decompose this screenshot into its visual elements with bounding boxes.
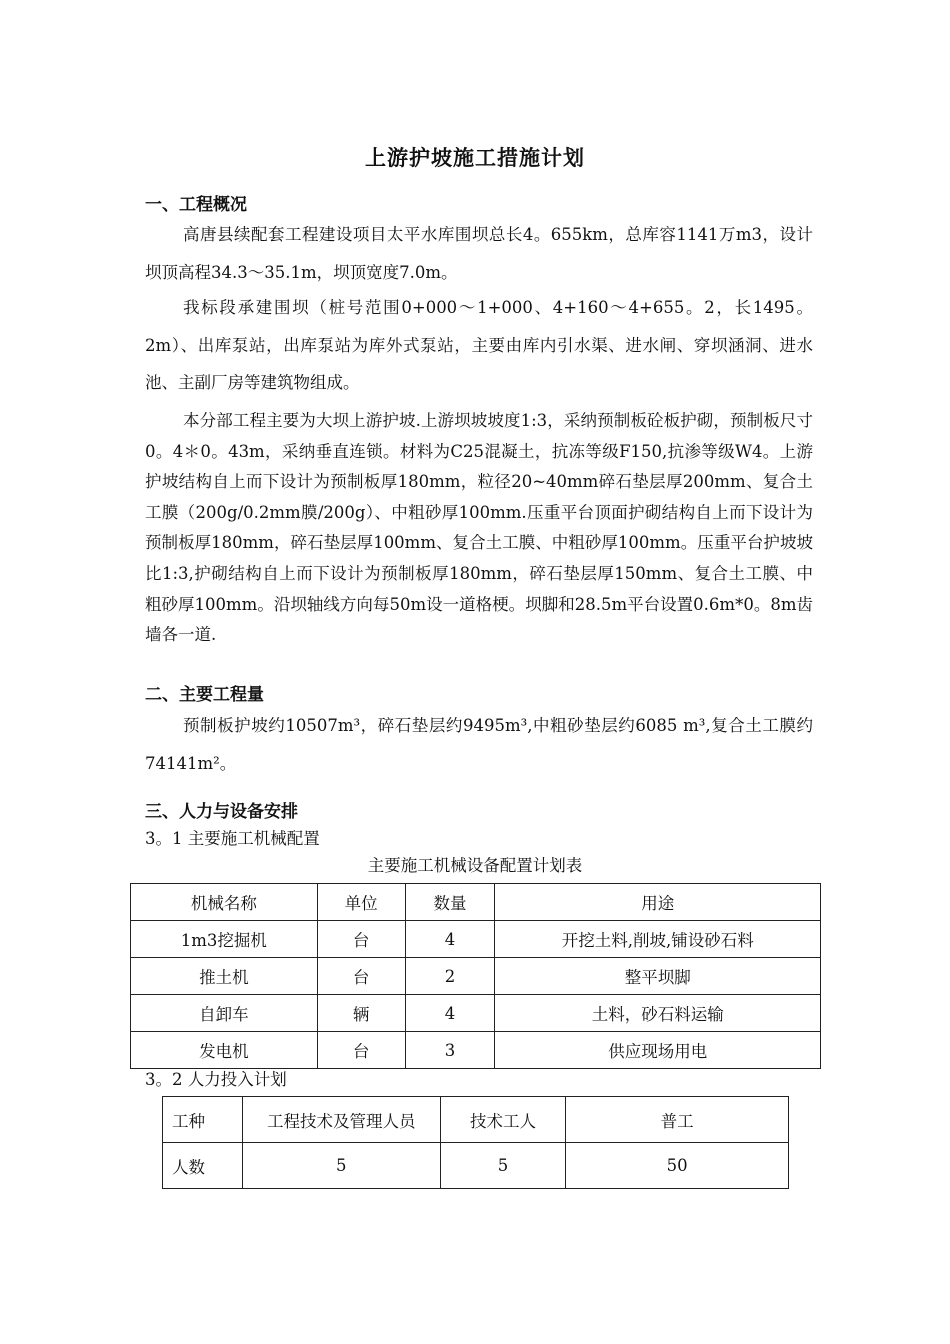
table-row	[131, 1032, 821, 1069]
table-header-row	[131, 884, 821, 921]
table-caption: 主要施工机械设备配置计划表	[367, 856, 583, 875]
quantities-paragraph: 预制板护坡约10507m³，碎石垫层约9495m³,中粗砂垫层约6085 m³,复合土工膜约74141m²。	[145, 716, 813, 773]
table-cell: 1m3挖掘机	[131, 921, 318, 958]
table-cell: 台	[317, 1032, 405, 1069]
table-row	[131, 995, 821, 1032]
section-heading-quantities: 二、主要工程量	[145, 685, 264, 705]
table-cell: 4	[405, 921, 495, 958]
table-cell: 50	[566, 1143, 789, 1189]
machinery-table	[130, 883, 821, 1069]
table-cell: 人数	[163, 1143, 243, 1189]
table-cell: 台	[317, 958, 405, 995]
section-heading-resources: 三、人力与设备安排	[145, 802, 298, 822]
table-header-cell: 数量	[405, 884, 495, 921]
table-cell: 4	[405, 995, 495, 1032]
table-cell: 台	[317, 921, 405, 958]
table-cell: 5	[242, 1143, 440, 1189]
labor-table	[162, 1096, 789, 1189]
table-header-cell: 单位	[317, 884, 405, 921]
table-cell: 整平坝脚	[495, 958, 821, 995]
table-row	[131, 921, 821, 958]
table-cell: 自卸车	[131, 995, 318, 1032]
table-cell: 供应现场用电	[495, 1032, 821, 1069]
table-header-cell: 技术工人	[440, 1097, 566, 1143]
table-header-cell: 机械名称	[131, 884, 318, 921]
table-cell: 3	[405, 1032, 495, 1069]
table-cell: 2	[405, 958, 495, 995]
overview-paragraph-2: 我标段承建围坝（桩号范围0+000～1+000、4+160～4+655。2，长1495。2m）、出库泵站，出库泵站为库外式泵站，主要由库内引水渠、进水闸、穿坝涵洞、进水池、主副厂房等建筑物组成。	[145, 298, 813, 392]
document-title: 上游护坡施工措施计划	[365, 146, 585, 170]
section-heading-overview: 一、工程概况	[145, 195, 247, 215]
table-header-cell: 普工	[566, 1097, 789, 1143]
subsection-labor: 3。2 人力投入计划	[145, 1070, 287, 1089]
table-header-cell: 用途	[495, 884, 821, 921]
overview-paragraph-3: 本分部工程主要为大坝上游护坡.上游坝坡坡度1:3，采纳预制板砼板护砌，预制板尺寸0。4＊0。43m，采纳垂直连锁。材料为C25混凝土，抗冻等级F150,抗渗等级W4。上游护坡结构自上而下设计为预制板厚180mm，粒径20~40mm碎石垫层厚200mm、复合土工膜（200g/0.2mm膜/200g）、中粗砂厚100mm.压重平台顶面护砌结构自上而下设计为预制板厚180mm，碎石垫层厚100mm、复合土工膜、中粗砂厚100mm。压重平台护坡坡比1:3,护砌结构自上而下设计为预制板厚180mm，碎石垫层厚150mm、复合土工膜、中粗砂厚100mm。沿坝轴线方向每50m设一道格梗。坝脚和28.5m平台设置0.6m*0。8m齿墙各一道.	[145, 411, 813, 645]
table-cell: 辆	[317, 995, 405, 1032]
table-cell: 5	[440, 1143, 566, 1189]
table-row	[131, 958, 821, 995]
table-cell: 土料，砂石料运输	[495, 995, 821, 1032]
table-row	[163, 1143, 789, 1189]
overview-paragraph-1: 高唐县续配套工程建设项目太平水库围坝总长4。655km，总库容1141万m3，设计坝顶高程34.3～35.1m，坝顶宽度7.0m。	[145, 225, 813, 282]
table-cell: 开挖土料,削坡,铺设砂石料	[495, 921, 821, 958]
table-header-cell: 工程技术及管理人员	[242, 1097, 440, 1143]
table-cell: 发电机	[131, 1032, 318, 1069]
table-header-cell: 工种	[163, 1097, 243, 1143]
subsection-machinery: 3。1 主要施工机械配置	[145, 829, 320, 848]
table-header-row	[163, 1097, 789, 1143]
table-cell: 推土机	[131, 958, 318, 995]
